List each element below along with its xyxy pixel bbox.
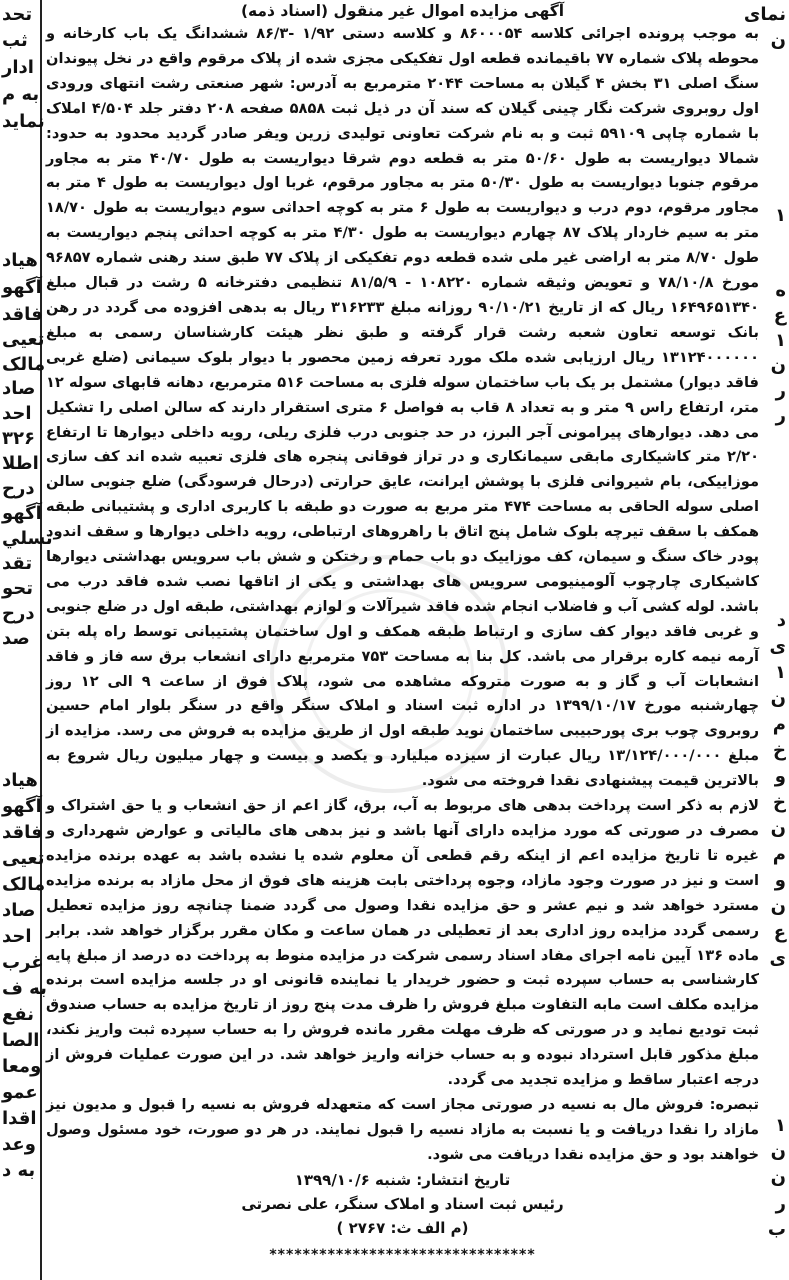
fragment: ن xyxy=(770,1141,786,1162)
fragment: د xyxy=(776,610,786,631)
fragment: تسلي xyxy=(2,528,53,549)
notice-title: آگهی مزایده اموال غیر منقول (اسناد ذمه) xyxy=(240,2,565,20)
fragment: صد xyxy=(2,628,30,649)
fragment: تعیی xyxy=(2,329,45,350)
notice-code: (م الف ث: ۲۷۶۷ ) xyxy=(336,1218,469,1237)
fragment: صاد xyxy=(2,378,36,399)
fragment: به م xyxy=(2,84,40,105)
fragment: الصا xyxy=(2,1030,40,1051)
fragment: نمای xyxy=(743,4,786,25)
fragment: فاقد xyxy=(2,822,43,843)
fragment: عمو xyxy=(2,1082,38,1103)
fragment: احد xyxy=(2,403,32,424)
fragment: ر xyxy=(775,380,786,401)
fragment: خ xyxy=(773,792,786,813)
fragment: ن xyxy=(770,30,786,51)
fragment: وعد xyxy=(2,1134,36,1155)
fragment: ر xyxy=(775,1193,786,1214)
fragment: تعیی xyxy=(2,848,45,869)
fragment: نماید xyxy=(2,111,45,132)
notice-paragraph-terms: لازم به ذکر است پرداخت بدهی های مربوط به آب، برق، گاز اعم از حق انشعاب و یا حق اشتراک و مصرف در صورتی که مورد مزایده دارای آنها باشد و نیز بدهی های مالیاتی و عوارض شهرداری و غیره تا تاریخ مزایده اعم از اینکه رقم قطعی آن معلوم شده یا نشده باشد به عهده برنده مزایده است و نیز در صورت وجود مازاد، وجوه پرداختی بابت هزینه های فوق از محل مازاد به برنده مزایده مسترد خواهد شد و نیم عشر و حق مزایده نقدا وصول می گردد ضمنا چنانچه روز مزایده تعطیل رسمی گردد مزایده روز اداری بعد از تعطیلی در همان ساعت و مکان مقرر برگزار خواهد شد. برابر ماده ۱۳۶ آیین نامه اجرای مفاد اسناد رسمی شرکت در مزایده منوط به پرداخت ده درصد از مبلغ پایه کارشناسی به حساب سپرده ثبت و حضور خریدار یا نماینده قانونی او در جلسه مزایده است برنده مزایده مکلف است مابه التفاوت مبلغ فروش را ظرف مدت پنج روز از تاریخ مزایده به حساب صندوق ثبت تودیع نماید و در صورتی که ظرف مهلت مقرر مانده فروش را به حساب سپرده ثبت واریز نکند، مبلغ مذکور قابل استرداد نبوده و به حساب خزانه واریز خواهد شد. در این صورت عملیات فروش از درجه اعتبار ساقط و مزایده تجدید می گردد. xyxy=(46,797,759,1089)
fragment: تحو xyxy=(2,578,34,599)
fragment: احد xyxy=(2,926,32,947)
fragment: تحد xyxy=(2,4,33,25)
fragment: م xyxy=(772,844,786,865)
auction-notice xyxy=(46,0,759,1280)
fragment: اقدا xyxy=(2,1108,37,1129)
fragment: و xyxy=(774,766,786,787)
fragment: مالک xyxy=(2,874,46,895)
adjacent-column-right xyxy=(743,0,789,1280)
notice-paragraph-note: تبصره: فروش مال به نسیه در صورتی مجاز است که متعهدله فروش به نسیه را قبول و مدیون نیز مازاد را نقدا دریافت و یا نسبت به مازاد نسیه را قبول نمایند. در هر دو صورت، خود مسئول وصول خواهند بود و حق مزایده نقدا دریافت می شود. xyxy=(46,1095,759,1163)
fragment: خ xyxy=(773,740,786,761)
fragment: نفع xyxy=(2,1004,35,1025)
fragment: به ف xyxy=(2,978,47,999)
fragment: ن xyxy=(770,1167,786,1188)
fragment: ۱ xyxy=(775,662,786,683)
fragment: ن xyxy=(770,355,786,376)
fragment: ن xyxy=(770,896,786,917)
fragment: ع xyxy=(773,922,786,943)
fragment: به د xyxy=(2,1160,36,1181)
fragment: ن xyxy=(770,818,786,839)
fragment: ۱ xyxy=(775,330,786,351)
fragment: ثب xyxy=(2,30,28,51)
fragment: ر xyxy=(775,405,786,426)
fragment: ی xyxy=(769,948,786,969)
fragment: فاقد xyxy=(2,304,43,325)
notice-paragraph-main: به موجب پرونده اجرائی کلاسه ۸۶۰۰۰۵۴ و کلاسه دستی ۱/۹۲ -۸۶/۳ ششدانگ یک باب کارخانه و محوطه پلاک شماره ۷۷ باقیمانده قطعه اول تفکیکی مجزی شده از پلاک مرقوم واقع در نخل پیوندان سنگ اصلی ۳۱ بخش ۴ گیلان به مساحت ۲۰۴۴ مترمربع به آدرس: شهر صنعتی رشت انتهای ورودی اول روبروی شرکت نگار چینی گیلان که سند آن در ذیل ثبت ۵۸۵۸ صفحه ۲۰۸ دفتر جلد ۴/۵۰۴ املاک با شماره چاپی ۵۹۱۰۹ ثبت و به نام شرکت تعاونی تولیدی زرین ویفر صادر گردید محدود به حدود: شمالا دیواریست به طول ۵۰/۶۰ متر به قطعه دوم شرقا دیواریست به طول ۴۰/۷۰ متر به مجاور مرقوم جنوبا دیواریست به طول ۵۰/۳۰ متر به مجاور مرقوم، غربا اول دیواریست به طول ۴ متر به مجاور مرقوم، دوم درب و دیواریست به طول ۶ متر به کوچه احداثی سوم دیواریست به طول ۱۸/۷۰ متر به سیم خاردار پلاک ۸۷ چهارم دیواریست به طول ۴/۳۰ متر به کوچه احداثی پنجم دیواریست به طول ۸/۷۰ متر به اراضی غیر ملی شده قطعه دوم تفکیکی از پلاک ۷۷ طبق سند رهنی شماره ۹۶۸۵۷ مورخ ۷۸/۱۰/۸ و تعویض وثیقه شماره ۱۰۸۲۲۰ - ۸۱/۵/۹ تنظیمی دفترخانه ۵ رشت در قبال مبلغ ۱۶۴۹۶۵۱۳۴۰ ریال که از تاریخ ۹۰/۱۰/۲۱ روزانه مبلغ ۳۱۶۲۳۳ ریال به بدهی افزوده می گردد در رهن بانک توسعه تعاون شعبه رشت قرار گرفته و طبق نظر هیئت کارشناسان رسمی به مبلغ ۱۳۱۲۴۰۰۰۰۰۰ ریال ارزیابی شده ملک مورد تعرفه زمین محصور با دیوار بلوک سیمانی (ضلع غربی فاقد دیوار) مشتمل بر یک باب ساختمان سوله فلزی به مساحت ۵۱۶ مترمربع، دهانه قابهای سوله ۱۲ متر، ارتفاع راس ۹ متر و به تعداد ۸ قاب به فواصل ۶ متری استقرار دارند که سالن اصلی را تشکیل می دهد. دیوارهای پیرامونی آجر البرز، در حد جنوبی درب فلزی ریلی، رویه داخلی دیوارها تا ارتفاع ۲/۲۰ متر کاشیکاری مابقی سیمانکاری و در تراز فوقانی پنجره های فلزی تعبیه شده اند کف سازی موزاییکی، بام شیروانی فلزی با پوشش ایرانت، عایق حرارتی (درحال فرسودگی) ضلع جنوبی سالن اصلی سوله الحاقی به مساحت ۴۷۴ متر مربع به صورت دو طبقه با کاربری اداری و پشتیبانی طبقه همکف با سقف تیرچه بلوک شامل پنج اتاق با راهروهای ارتباطی، رویه داخلی دیوارها و سقف اندود پودر خاک سنگ و سیمان، کف موزاییک دو باب حمام و رختکن و شش باب سرویس بهداشتی دیوارها کاشیکاری چارچوب آلومینیومی سرویس های بهداشتی و یکی از اتاقها نصب شده فاقد درب می باشد. لوله کشی آب و فاضلاب انجام شده فاقد شیرآلات و لوازم بهداشتی، طبقه اول در ضلع جنوبی و غربی فاقد دیوار کف سازی و ارتباط طبقه همکف و اول ساختمان پشتیبانی توسط راه پله بتن آرمه نیمه کاره برقرار می باشد. کل بنا به مساحت ۷۵۳ مترمربع دارای انشعاب برق سه فاز و فاقد انشعابات آب و گاز و به صورت متروکه مشاهده می شود، پلاک فوق از ساعت ۹ الی ۱۲ روز چهارشنبه مورخ ۱۳۹۹/۱۰/۱۷ در اداره ثبت اسناد و املاک سنگر واقع در سنگر بلوار امام حسین روبروی چوب بری پورحبیبی ساختمان نوید طبقه اول از طریق مزایده به فروش می رسد. مزایده از مبلغ ۱۳/۱۲۴/۰۰۰/۰۰۰ ریال عبارت از سیزده میلیارد و یکصد و بیست و چهار میلیون ریال شروع به بالاترین قیمت پیشنهادی نقدا فروخته می شود. xyxy=(46,25,760,790)
publish-date: تاریخ انتشار: شنبه ۱۳۹۹/۱۰/۶ xyxy=(294,1170,511,1189)
signature: رئیس ثبت اسناد و املاک سنگر، علی نصرتی xyxy=(241,1194,564,1213)
fragment: هیاد xyxy=(2,770,38,791)
fragment: و xyxy=(774,870,786,891)
fragment: ۱ xyxy=(775,1115,786,1136)
fragment: آگهو xyxy=(2,277,42,298)
fragment: تقد xyxy=(2,553,33,574)
fragment: هیاد xyxy=(2,250,38,271)
fragment: صاد xyxy=(2,900,36,921)
fragment: ن xyxy=(770,688,786,709)
fragment: ۳۲۶ xyxy=(2,428,35,449)
fragment: ه xyxy=(775,280,786,301)
fragment: ب xyxy=(767,1219,786,1240)
fragment: اطلا xyxy=(2,453,39,474)
fragment: م xyxy=(772,714,786,735)
adjacent-column-left xyxy=(0,0,53,1280)
fragment: ی xyxy=(769,636,786,657)
fragment: غرب xyxy=(2,952,44,973)
fragment: ادار xyxy=(2,57,34,78)
fragment: ۱ xyxy=(775,205,786,226)
fragment: مالک xyxy=(2,354,46,375)
fragment: درح xyxy=(2,603,35,624)
fragment: آگهو xyxy=(2,503,42,524)
separator: ******************************** xyxy=(269,1246,536,1263)
fragment: ع xyxy=(773,305,786,326)
fragment: آگهو xyxy=(2,796,42,817)
fragment: ومعا xyxy=(2,1056,42,1077)
fragment: درح xyxy=(2,478,35,499)
